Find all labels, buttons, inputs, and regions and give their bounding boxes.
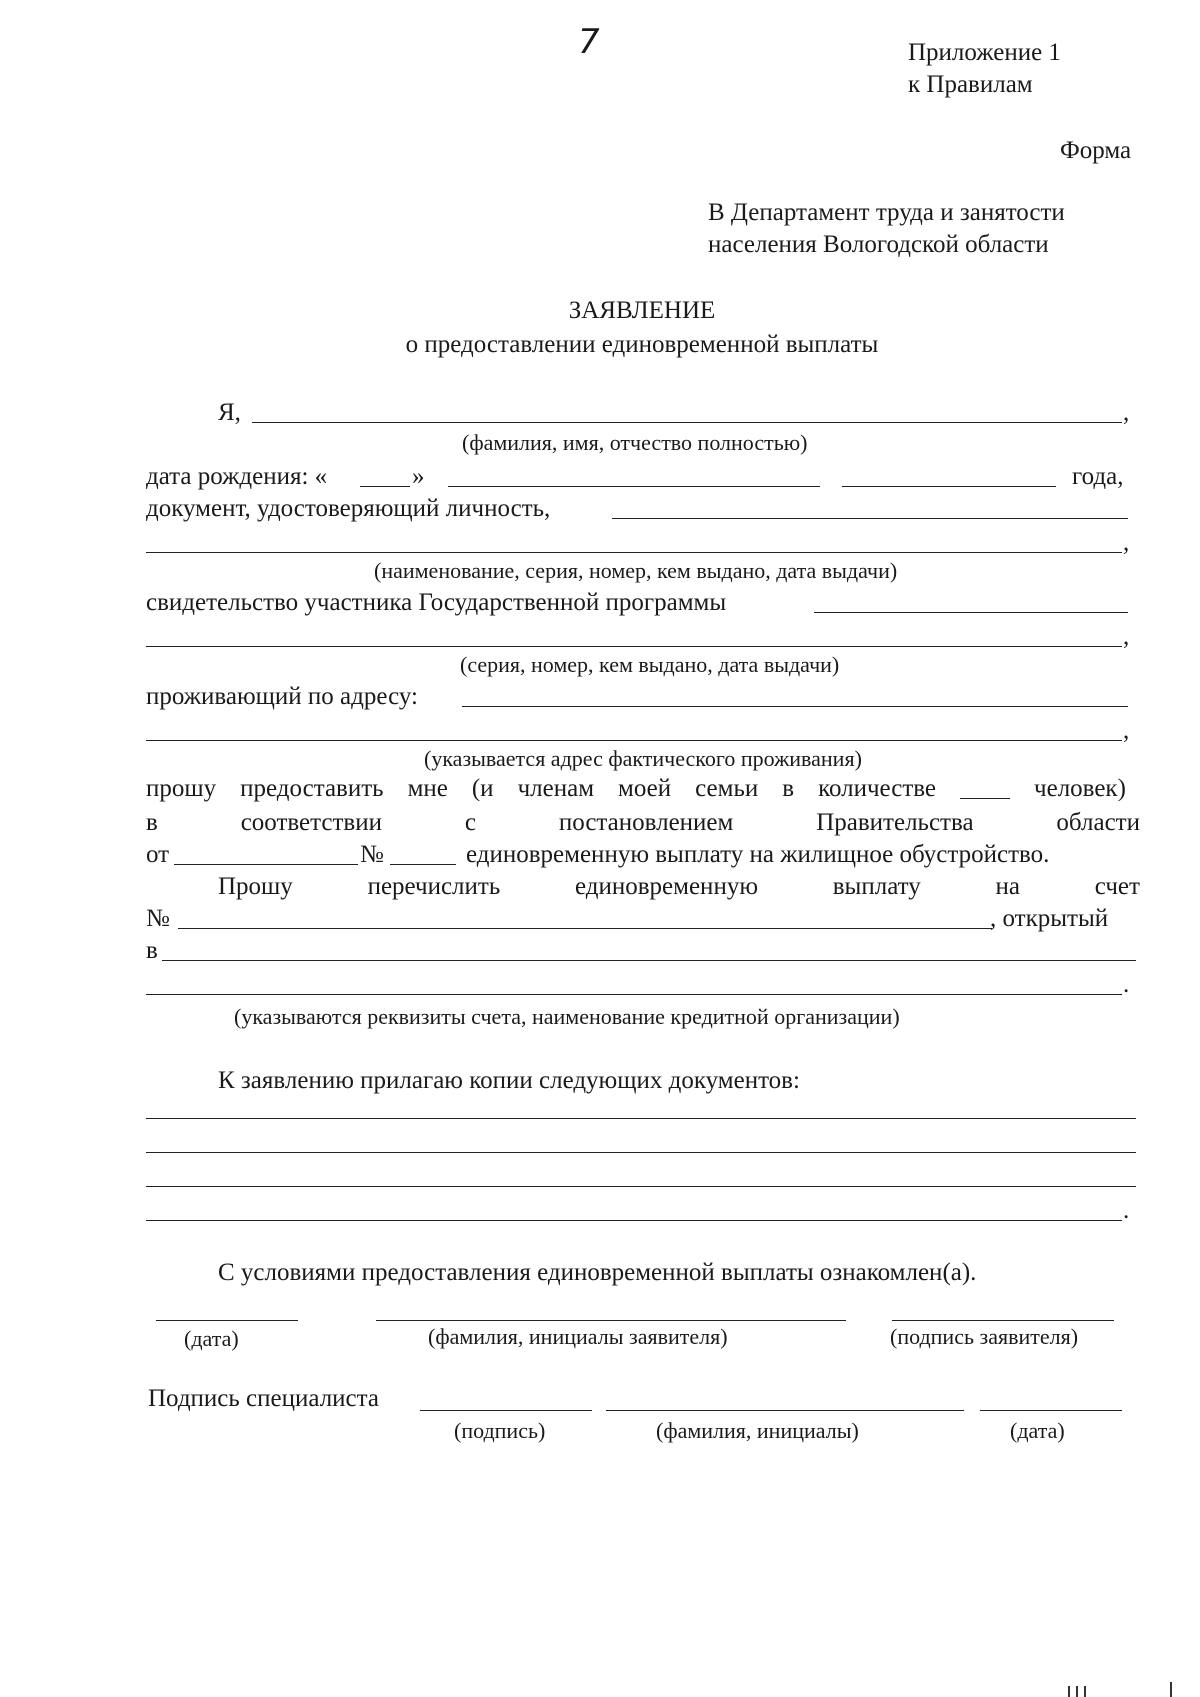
request-word: семьи — [695, 775, 759, 802]
specialist-signature-field[interactable] — [420, 1410, 592, 1411]
request-line-1 — [146, 774, 1126, 804]
scan-mark — [1170, 1682, 1172, 1697]
addressee-line-1: В Департамент труда и занятости — [708, 199, 1065, 226]
request-word: области — [1056, 809, 1140, 836]
request-line-2 — [146, 808, 1140, 838]
applicant-signature-field[interactable] — [892, 1320, 1114, 1321]
resolution-number-field[interactable] — [390, 864, 456, 865]
appendix-line-2: к Правилам — [908, 71, 1033, 98]
form-label: Форма — [1060, 137, 1132, 164]
transfer-word: на — [995, 873, 1020, 900]
identity-doc-comma: , — [1123, 529, 1130, 556]
transfer-number-sign: № — [146, 905, 170, 932]
transfer-word: перечислить — [367, 873, 501, 900]
transfer-word: выплату — [832, 873, 921, 900]
scan-mark — [1068, 1686, 1070, 1697]
attachment-field-4[interactable] — [146, 1220, 1122, 1221]
birth-month-field[interactable] — [448, 486, 820, 487]
transfer-line-1 — [218, 872, 1140, 902]
addressee-line-2: населения Вологодской области — [708, 231, 1049, 258]
applicant-signature-caption: (подпись заявителя) — [890, 1324, 1079, 1349]
transfer-in-prefix: в — [146, 937, 158, 964]
request-word: мне — [407, 775, 448, 802]
request-word: членам — [517, 775, 595, 802]
bank-caption: (указываются реквизиты счета, наименование кредитной организации) — [234, 1004, 900, 1029]
request-word: в — [782, 775, 795, 802]
identity-doc-field-2[interactable] — [146, 552, 1122, 553]
applicant-name-initials-caption: (фамилия, инициалы заявителя) — [428, 1324, 728, 1349]
account-number-field[interactable] — [178, 928, 992, 929]
document-title: ЗАЯВЛЕНИЕ — [568, 297, 716, 324]
request-line-3-prefix: от — [146, 841, 170, 868]
bank-field-1[interactable] — [162, 960, 1136, 961]
request-word: постановлением — [558, 809, 734, 836]
identity-doc-label: документ, удостоверяющий личность, — [146, 495, 551, 522]
specialist-name-caption: (фамилия, инициалы) — [656, 1418, 859, 1443]
specialist-date-caption: (дата) — [1010, 1418, 1065, 1443]
applicant-initials-field[interactable] — [376, 1320, 846, 1321]
transfer-period: . — [1123, 971, 1130, 998]
acknowledgement-text: С условиями предоставления единовременной выплаты ознакомлен(а). — [218, 1259, 977, 1286]
identity-doc-caption: (наименование, серия, номер, кем выдано, дата выдачи) — [374, 558, 898, 583]
request-word: человек) — [1034, 775, 1126, 802]
request-number-sign: № — [360, 841, 384, 868]
address-comma: , — [1123, 717, 1130, 744]
certificate-caption: (серия, номер, кем выдано, дата выдачи) — [460, 652, 840, 677]
specialist-signature-caption: (подпись) — [454, 1418, 546, 1443]
attachments-label: К заявлению прилагаю копии следующих документов: — [218, 1067, 800, 1094]
address-field-2[interactable] — [146, 740, 1122, 741]
request-word: в — [146, 809, 158, 836]
specialist-initials-field[interactable] — [606, 1410, 964, 1411]
request-word: прошу — [146, 775, 217, 802]
transfer-word: Прошу — [218, 873, 293, 900]
applicant-date-caption: (дата) — [184, 1326, 239, 1351]
appendix-line-1: Приложение 1 — [908, 39, 1061, 66]
family-count-field[interactable] — [960, 774, 1010, 799]
certificate-field-2[interactable] — [146, 646, 1122, 647]
request-word: моей — [618, 775, 672, 802]
request-word: (и — [471, 775, 494, 802]
attachment-field-2[interactable] — [146, 1152, 1136, 1153]
handwritten-page-number: 7 — [578, 22, 600, 62]
attachments-period: . — [1123, 1197, 1130, 1224]
address-label: проживающий по адресу: — [146, 683, 418, 710]
applicant-name-caption: (фамилия, имя, отчество полностью) — [462, 430, 808, 455]
birth-day-field[interactable] — [360, 486, 410, 487]
identity-doc-field-1[interactable] — [612, 518, 1128, 519]
birth-year-field[interactable] — [842, 486, 1056, 487]
certificate-label: свидетельство участника Государственной программы — [146, 589, 727, 616]
specialist-label: Подпись специалиста — [148, 1385, 379, 1412]
address-field-1[interactable] — [462, 706, 1128, 707]
request-line-3-rest: единовременную выплату на жилищное обустройство. — [466, 841, 1050, 868]
request-word: соответствии — [240, 809, 382, 836]
address-caption: (указывается адрес фактического проживания) — [424, 746, 862, 771]
request-word: предоставить — [240, 775, 384, 802]
resolution-date-field[interactable] — [174, 864, 358, 865]
attachment-field-3[interactable] — [146, 1186, 1136, 1187]
transfer-word: единовременную — [575, 873, 758, 900]
scan-mark — [1076, 1686, 1078, 1697]
attachment-field-1[interactable] — [146, 1118, 1136, 1119]
scan-mark — [1084, 1686, 1086, 1697]
transfer-word: счет — [1094, 873, 1140, 900]
bank-field-2[interactable] — [146, 994, 1122, 995]
applicant-comma: , — [1123, 399, 1130, 426]
request-word: количестве — [818, 775, 937, 802]
applicant-name-field[interactable] — [252, 422, 1122, 423]
birth-label: дата рождения: « — [146, 463, 328, 490]
certificate-comma: , — [1123, 623, 1130, 650]
applicant-date-field[interactable] — [156, 1320, 298, 1321]
transfer-opened: , открытый — [990, 905, 1109, 932]
request-word: с — [464, 809, 476, 836]
birth-year-word: года, — [1072, 463, 1124, 490]
applicant-prefix: Я, — [218, 399, 241, 426]
birth-close-quote: » — [412, 463, 425, 490]
specialist-date-field[interactable] — [980, 1410, 1122, 1411]
request-word: Правительства — [816, 809, 974, 836]
certificate-field-1[interactable] — [814, 612, 1128, 613]
document-subtitle: о предоставлении единовременной выплаты — [405, 331, 879, 358]
